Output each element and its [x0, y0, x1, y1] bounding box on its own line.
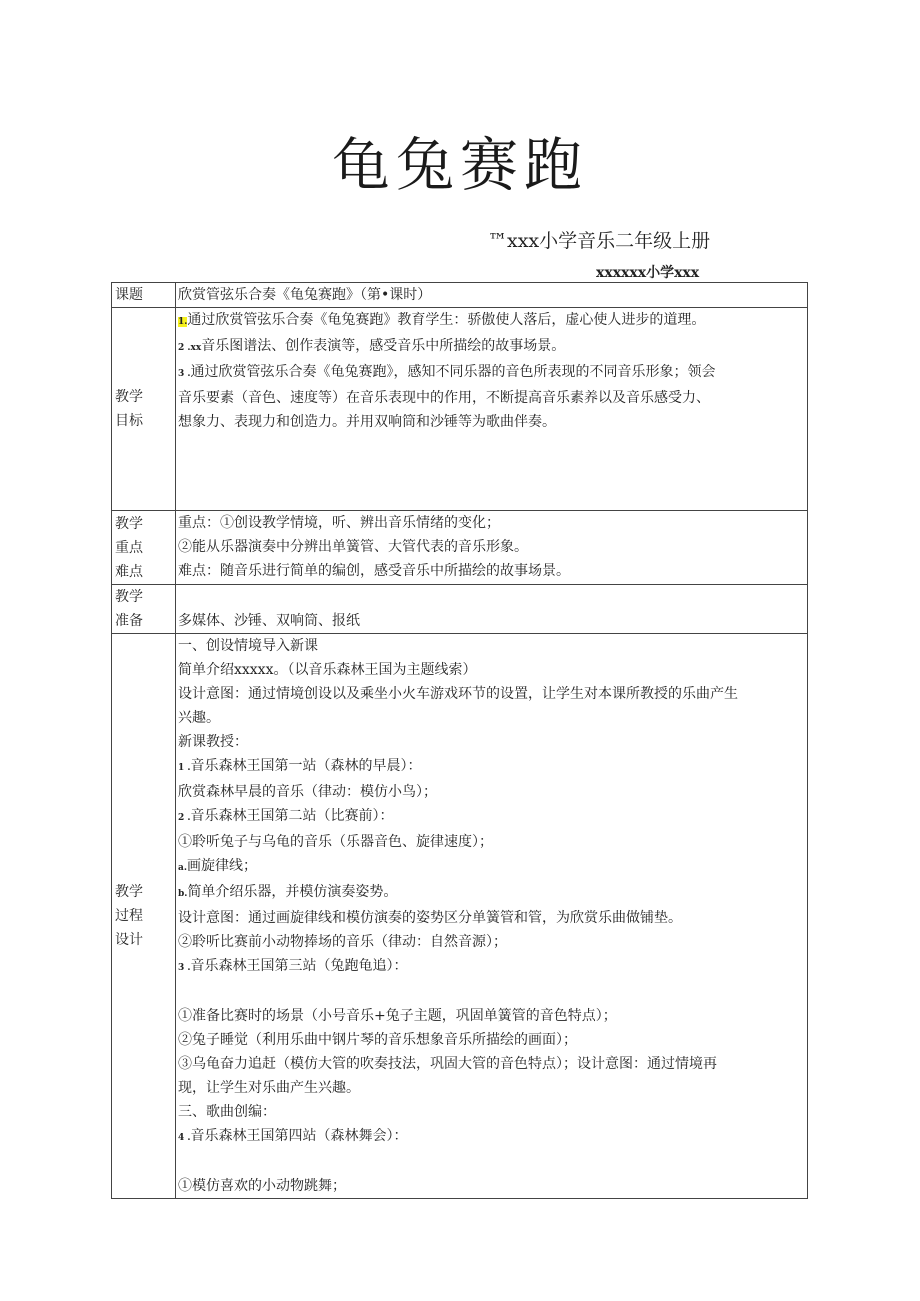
process-text: 现，让学生对乐曲产生兴趣。 [178, 1080, 360, 1096]
process-text: 画旋律线； [186, 858, 257, 874]
process-line [178, 706, 807, 730]
topic-row [112, 283, 808, 308]
process-text: 兴趣。 [178, 710, 220, 726]
process-row [112, 634, 808, 1199]
process-line [178, 780, 807, 804]
process-line [178, 906, 807, 930]
process-text: ①准备比赛时的场景（小号音乐+兔子主题，巩固单簧管的音色特点）； [178, 1008, 617, 1024]
process-line [178, 804, 807, 830]
goals-label-line: 教学 [115, 389, 143, 405]
process-blank-line [178, 980, 807, 1004]
process-line [178, 854, 807, 880]
process-label-line: 设计 [115, 932, 143, 948]
process-text: 设计意图：通过情境创设以及乘坐小火车游戏环节的设置，让学生对本课所教授的乐曲产生 [178, 686, 738, 702]
process-number: b. [178, 889, 188, 899]
process-line [178, 930, 807, 954]
process-text: 简单介绍乐器，并模仿演奏姿势。 [187, 884, 398, 900]
goals-row [112, 308, 808, 511]
process-text: 设计意图：通过画旋律线和模仿演奏的姿势区分单簧管和管，为欣赏乐曲做铺垫。 [178, 910, 682, 926]
process-number: 1 . [178, 763, 191, 773]
goals-content [176, 308, 808, 511]
topic-label: 课题 [115, 287, 143, 303]
process-text: 欣赏森林早晨的音乐（律动：模仿小鸟）； [178, 784, 437, 800]
process-line [178, 1028, 807, 1052]
key-label-cell [112, 511, 176, 585]
prep-label-cell [112, 585, 176, 634]
process-text: 音乐森林王国第四站（森林舞会）： [190, 1128, 408, 1144]
goal-item [178, 360, 807, 386]
process-line [178, 754, 807, 780]
goal-item [178, 308, 807, 334]
process-line [178, 1174, 807, 1198]
goal-number: 3 . [178, 369, 191, 379]
process-line [178, 1100, 807, 1124]
key-points-row [112, 511, 808, 585]
key-line: 难点：随音乐进行简单的编创，感受音乐中所描绘的故事场景。 [178, 563, 570, 579]
prep-content [176, 585, 808, 634]
process-text: ②兔子睡觉（利用乐曲中钢片琴的音乐想象音乐所描绘的画面）； [178, 1032, 577, 1048]
process-text: ③乌龟奋力追赶（模仿大管的吹奏技法，巩固大管的音色特点）；设计意图：通过情境再 [178, 1056, 717, 1072]
document-subtitle: ™xxx小学音乐二年级上册 [488, 230, 711, 252]
key-content [176, 511, 808, 585]
process-text: 音乐森林王国第二站（比赛前）： [190, 808, 394, 824]
process-line [178, 1124, 807, 1150]
process-text: 新课教授： [178, 734, 248, 750]
process-line [178, 1052, 807, 1076]
goal-text: 音乐要素（音色、速度等）在音乐表现中的作用，不断提高音乐素养以及音乐感受力、 [178, 390, 710, 406]
process-text: 简单介绍xxxxx。（以音乐森林王国为主题线索） [178, 662, 477, 678]
process-line [178, 1076, 807, 1100]
process-content [176, 634, 808, 1199]
process-line [178, 730, 807, 754]
goal-text: 通过欣赏管弦乐合奏《龟兔赛跑》，感知不同乐器的音色所表现的不同音乐形象；领会 [190, 364, 716, 380]
process-number: a. [178, 863, 187, 873]
process-line [178, 658, 807, 682]
process-text: 一、创设情境导入新课 [178, 638, 318, 654]
lesson-plan-table [111, 282, 808, 1199]
key-line: ②能从乐器演奏中分辨出单簧管、大管代表的音乐形象。 [178, 539, 528, 555]
goal-item [178, 386, 807, 410]
process-number: 2 . [178, 813, 191, 823]
school-name: xxxxxx小学xxx [596, 265, 700, 281]
key-label-line: 教学 [115, 515, 143, 532]
key-label-line: 难点 [115, 563, 143, 580]
process-line [178, 634, 807, 658]
process-line [178, 954, 807, 980]
goal-text: 想象力、表现力和创造力。并用双响筒和沙锤等为歌曲伴奏。 [178, 414, 556, 430]
prep-label-line: 准备 [115, 613, 143, 629]
goal-item [178, 334, 807, 360]
process-line [178, 682, 807, 706]
key-line: 重点：①创设教学情境，听、辨出音乐情绪的变化； [178, 515, 500, 531]
document-title: 龟兔赛跑 [331, 131, 588, 199]
process-blank-line [178, 1150, 807, 1174]
process-text: 三、歌曲创编： [178, 1104, 276, 1120]
goal-text: 通过欣赏管弦乐合奏《龟兔赛跑》教育学生：骄傲使人落后，虚心使人进步的道理。 [187, 312, 706, 328]
goal-text: 音乐图谱法、创作表演等，感受音乐中所描绘的故事场景。 [201, 338, 566, 354]
process-text: ②聆听比赛前小动物捧场的音乐（律动：自然音源）； [178, 934, 507, 950]
goal-number: 1. [178, 317, 188, 327]
process-text: 音乐森林王国第一站（森林的早晨）： [190, 758, 422, 774]
prep-label-line: 教学 [115, 589, 143, 605]
goals-label-cell [112, 308, 176, 511]
prep-row [112, 585, 808, 634]
goal-number: 2 .xx [178, 343, 202, 353]
topic-label-cell [112, 283, 176, 308]
process-label-line: 过程 [115, 908, 143, 924]
prep-text: 多媒体、沙锤、双响筒、报纸 [178, 613, 360, 629]
topic-content: 欣赏管弦乐合奏《龟兔赛跑》（第•课时） [176, 283, 808, 308]
process-number: 4 . [178, 1133, 191, 1143]
process-line [178, 830, 807, 854]
process-text: 音乐森林王国第三站（兔跑龟追）： [190, 958, 408, 974]
process-line [178, 1004, 807, 1028]
process-label-line: 教学 [115, 884, 143, 900]
process-text: ①模仿喜欢的小动物跳舞； [178, 1178, 346, 1194]
goal-item [178, 410, 807, 434]
process-text: ①聆听兔子与乌龟的音乐（乐器音色、旋律速度）； [178, 834, 493, 850]
process-number: 3 . [178, 963, 191, 973]
goals-label-line: 目标 [115, 413, 143, 429]
process-label-cell [112, 634, 176, 1199]
key-label-line: 重点 [115, 539, 143, 556]
process-line [178, 880, 807, 906]
